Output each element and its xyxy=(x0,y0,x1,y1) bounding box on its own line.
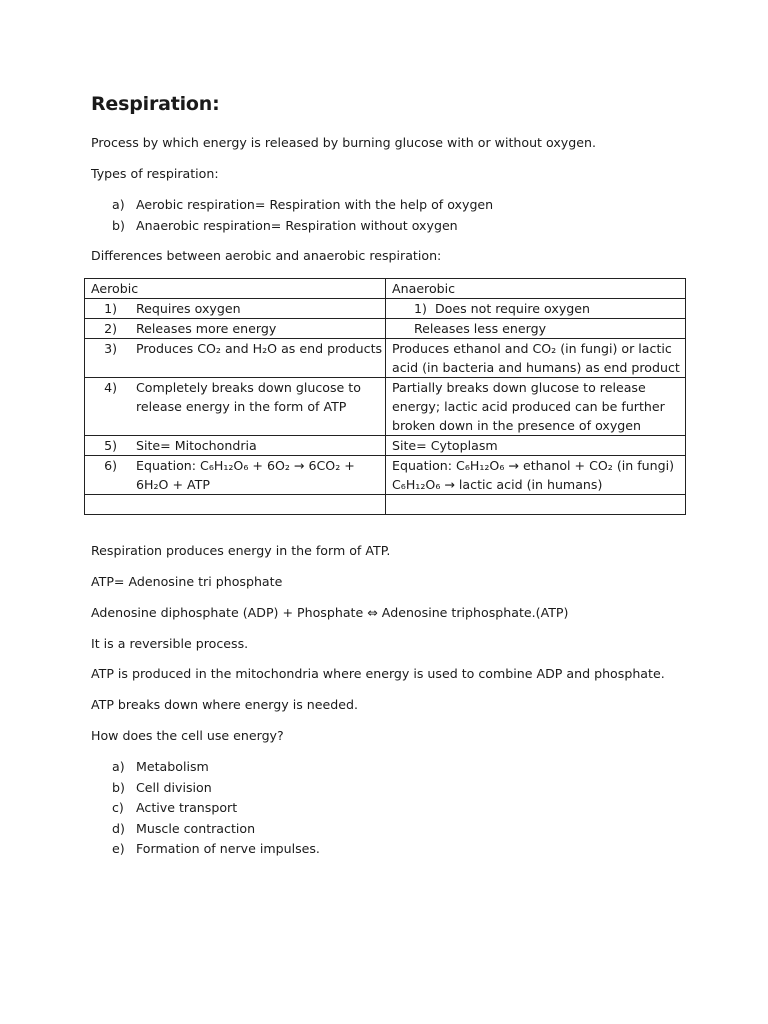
anaerobic-cell xyxy=(386,456,686,495)
cell-line xyxy=(392,475,679,494)
anaerobic-cell xyxy=(386,436,686,456)
cell-line xyxy=(91,321,276,336)
cell-line xyxy=(392,456,679,475)
comparison-table xyxy=(84,278,686,515)
list-item xyxy=(112,821,320,842)
list-marker: b) xyxy=(112,779,125,795)
list-item xyxy=(112,218,493,239)
list-marker: e) xyxy=(112,841,125,856)
cell-line xyxy=(392,339,679,358)
uses-heading: How does the cell use energy? xyxy=(91,728,284,743)
paragraph: ATP breaks down where energy is needed. xyxy=(91,697,358,712)
cell-line xyxy=(392,436,679,455)
list-item xyxy=(112,197,493,218)
list-item-text: Anaerobic respiration= Respiration without oxygen xyxy=(136,217,458,233)
aerobic-cell xyxy=(85,456,386,495)
row-number: 4) xyxy=(104,380,117,395)
anaerobic-cell xyxy=(386,299,686,319)
aerobic-cell xyxy=(85,436,386,456)
list-item-text: Muscle contraction xyxy=(136,820,256,836)
cell-text: Site= Cytoplasm xyxy=(392,438,498,453)
cell-line xyxy=(392,319,679,338)
cell-text: Equation: C₆H₁₂O₆ → ethanol + CO₂ (in fungi) xyxy=(392,458,675,473)
row-number: 1) xyxy=(414,301,427,316)
cell-text: Produces ethanol and CO₂ (in fungi) or lactic xyxy=(392,341,672,356)
cell-line xyxy=(392,358,679,377)
row-number: 6) xyxy=(104,458,117,473)
table-header-cell: Anaerobic xyxy=(386,279,686,299)
page-title: Respiration: xyxy=(91,93,220,115)
anaerobic-cell xyxy=(386,319,686,339)
paragraph: ATP= Adenosine tri phosphate xyxy=(91,574,283,589)
list-item xyxy=(112,800,320,821)
aerobic-cell xyxy=(85,495,386,515)
cell-text: energy; lactic acid produced can be further xyxy=(392,399,665,414)
cell-line xyxy=(392,397,679,416)
table-row xyxy=(85,495,686,515)
anaerobic-cell xyxy=(386,495,686,515)
table-row xyxy=(85,299,686,319)
table-row xyxy=(85,319,686,339)
paragraph: Adenosine diphosphate (ADP) + Phosphate ⇔ Adenosine triphosphate.(ATP) xyxy=(91,605,569,620)
table-row xyxy=(85,339,686,378)
cell-text: broken down in the presence of oxygen xyxy=(392,418,642,433)
cell-line xyxy=(91,301,241,316)
list-item xyxy=(112,759,320,780)
list-marker: a) xyxy=(112,759,125,774)
cell-line xyxy=(392,378,679,397)
types-heading: Types of respiration: xyxy=(91,166,219,181)
cell-text: Completely breaks down glucose to xyxy=(136,380,361,395)
cell-line xyxy=(392,416,679,435)
list-item-text: Active transport xyxy=(136,800,238,815)
cell-text: acid (in bacteria and humans) as end product xyxy=(392,360,680,375)
differences-heading: Differences between aerobic and anaerobic respiration: xyxy=(91,248,442,263)
list-marker: c) xyxy=(112,800,124,815)
row-number: 2) xyxy=(104,321,117,336)
table-header-cell: Aerobic xyxy=(85,279,386,299)
anaerobic-cell xyxy=(386,378,686,436)
paragraph: It is a reversible process. xyxy=(91,636,249,651)
cell-text: Does not require oxygen xyxy=(434,301,591,316)
cell-line xyxy=(91,380,361,395)
table-row xyxy=(85,436,686,456)
aerobic-cell xyxy=(85,339,386,378)
types-list xyxy=(112,197,493,238)
row-number: 5) xyxy=(104,438,117,453)
cell-text: Releases less energy xyxy=(414,321,547,336)
cell-text: Releases more energy xyxy=(136,321,277,336)
cell-text: Requires oxygen xyxy=(136,301,241,316)
cell-text: Equation: C₆H₁₂O₆ + 6O₂ → 6CO₂ + xyxy=(136,458,355,473)
cell-text: Partially breaks down glucose to release xyxy=(392,380,646,395)
table-header-row xyxy=(85,279,686,299)
cell-text: Site= Mitochondria xyxy=(136,438,257,453)
cell-text: C₆H₁₂O₆ → lactic acid (in humans) xyxy=(392,477,603,492)
paragraph: ATP is produced in the mitochondria where energy is used to combine ADP and phosphate. xyxy=(91,666,665,681)
anaerobic-cell xyxy=(386,339,686,378)
list-marker: a) xyxy=(112,197,125,212)
paragraph: Respiration produces energy in the form of ATP. xyxy=(91,543,391,558)
cell-line xyxy=(392,299,679,318)
list-item-text: Metabolism xyxy=(136,759,209,774)
aerobic-cell xyxy=(85,319,386,339)
cell-line xyxy=(91,458,355,473)
cell-line xyxy=(91,341,382,356)
list-item xyxy=(112,841,320,862)
list-item-text: Aerobic respiration= Respiration with the help of oxygen xyxy=(136,197,494,212)
list-item-text: Cell division xyxy=(136,779,212,795)
list-item xyxy=(112,780,320,801)
list-marker: b) xyxy=(112,217,125,233)
cell-text: 6H₂O + ATP xyxy=(136,477,210,492)
list-item-text: Formation of nerve impulses. xyxy=(136,841,320,856)
table-row xyxy=(85,378,686,436)
cell-line xyxy=(91,438,257,453)
intro-paragraph: Process by which energy is released by burning glucose with or without oxygen. xyxy=(91,135,596,150)
row-number: 3) xyxy=(104,341,117,356)
cell-text: Produces CO₂ and H₂O as end products xyxy=(136,341,383,356)
aerobic-cell xyxy=(85,378,386,436)
uses-list xyxy=(112,759,320,862)
row-number: 1) xyxy=(104,301,117,316)
cell-text: release energy in the form of ATP xyxy=(136,399,347,414)
table-row xyxy=(85,456,686,495)
aerobic-cell xyxy=(85,299,386,319)
list-marker: d) xyxy=(112,820,125,836)
